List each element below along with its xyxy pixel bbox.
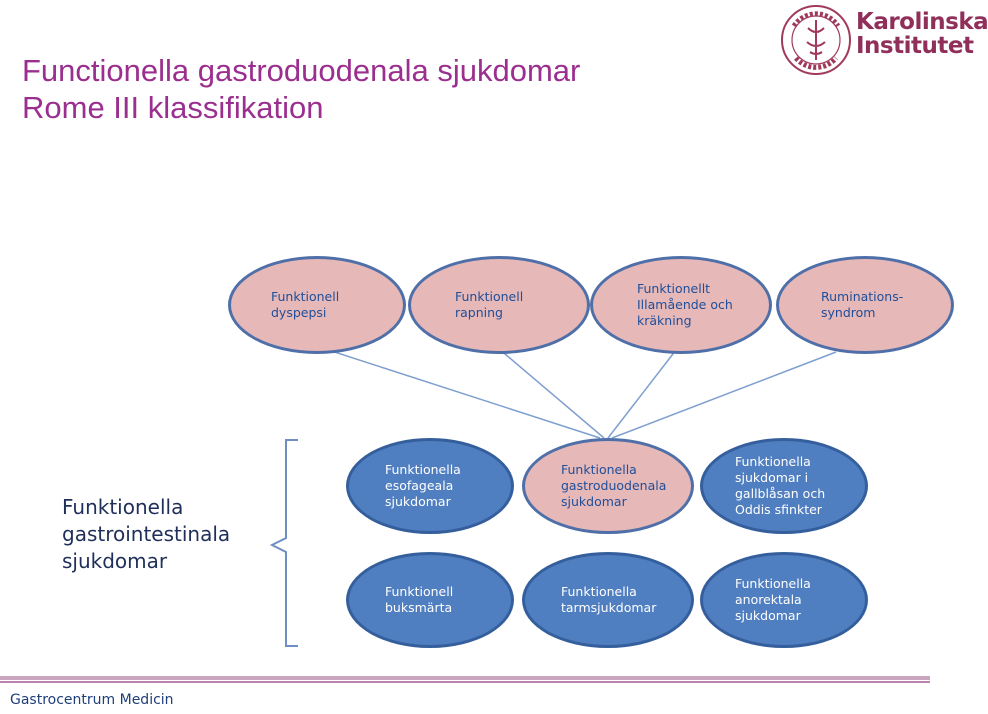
- footer-divider: [0, 676, 930, 680]
- title-line-1: Functionella gastroduodenala sjukdomar: [22, 53, 581, 88]
- node-label: Funktionell buksmärta: [385, 584, 454, 615]
- node-label: Funktionell dyspepsi: [271, 289, 340, 320]
- node-buksmarta: [346, 552, 514, 648]
- node-ruminationssyndrom: [776, 256, 954, 354]
- connector-line-1: [316, 346, 600, 438]
- logo-line-1: Karolinska: [856, 9, 988, 35]
- node-label: Funktionella sjukdomar i gallblåsan och Oddis sfinkter: [735, 454, 826, 517]
- node-funktionell-rapning: [408, 256, 590, 354]
- node-anorektala: [700, 552, 868, 648]
- left-category-label: Funktionella gastrointestinala sjukdomar: [62, 495, 231, 573]
- node-label: Funktionell rapning: [455, 289, 524, 320]
- node-esofageala: [346, 438, 514, 534]
- node-label: Funktionella esofageala sjukdomar: [385, 462, 461, 509]
- node-funktionellt-illamaende: [590, 256, 772, 354]
- node-funktionell-dyspepsi: [228, 256, 406, 354]
- node-gastroduodenala: [522, 438, 694, 534]
- node-label: Funktionellt Illamående och kräkning: [637, 281, 733, 328]
- connector-line-4: [612, 352, 836, 438]
- logo-line-2: Institutet: [856, 33, 974, 59]
- node-label: Funktionella anorektala sjukdomar: [735, 576, 811, 623]
- connector-line-3: [608, 350, 676, 438]
- node-gallblasan: [700, 438, 868, 534]
- node-label: Funktionella tarmsjukdomar: [561, 584, 657, 615]
- title-line-2: Rome III klassifikation: [22, 90, 324, 125]
- curly-brace: [272, 440, 298, 646]
- footer-text: Gastrocentrum Medicin: [10, 692, 174, 708]
- node-tarmsjukdomar: [522, 552, 694, 648]
- node-label: Ruminations- syndrom: [821, 289, 904, 320]
- node-label: Funktionella gastroduodenala sjukdomar: [561, 462, 667, 509]
- footer-divider-thin: [0, 681, 930, 683]
- connector-line-2: [498, 348, 604, 438]
